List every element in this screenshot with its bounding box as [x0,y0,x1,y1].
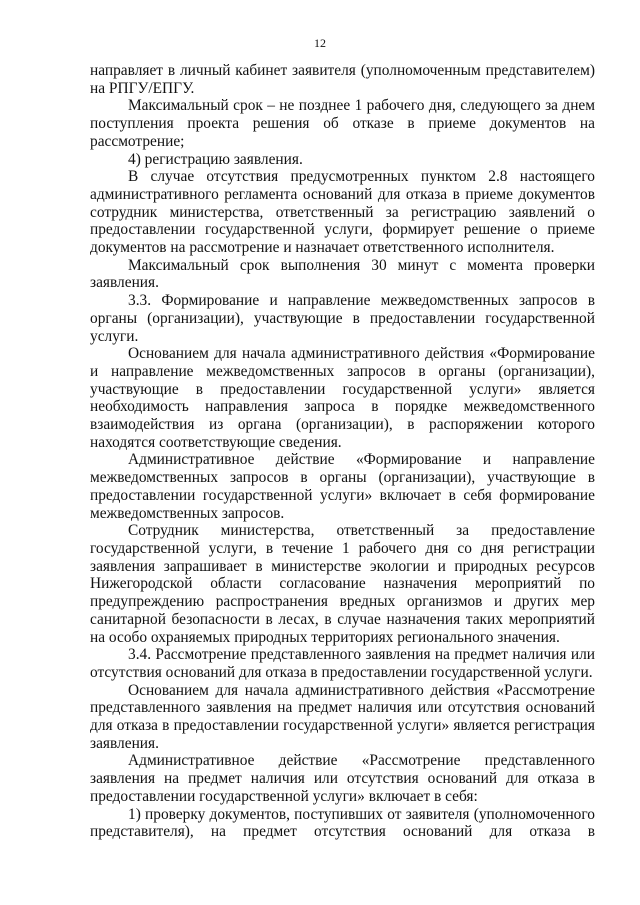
page-number: 12 [314,36,326,50]
paragraph: 4) регистрацию заявления. [128,150,303,168]
paragraph: направляет в личный кабинет заявителя (уполномоченным представителем) на РПГУ/ЕПГУ. [90,62,595,97]
section-heading: 3.4. Рассмотрение представленного заявления на предмет наличия или отсутствия оснований для отказа в предоставлении государственной услуги. [90,646,595,681]
paragraph: 1) проверку документов, поступивших от заявителя (уполномоченного представителя), на предмет отсутствия оснований для отказа в [90,805,595,841]
paragraph: В случае отсутствия предусмотренных пунктом 2.8 настоящего административного регламента оснований для отказа в приеме документов сотрудник министерства, ответственный за регистрацию заявлений о предоставлении государственной услуги, формирует решение о приеме документов на рассмотрение и назначает ответственного исполнителя. [90,168,595,257]
section-heading: 3.3. Формирование и направление межведомственных запросов в органы (организации), участвующие в предоставлении государственной услуги. [90,292,595,345]
paragraph: Максимальный срок выполнения 30 минут с момента проверки заявления. [90,256,595,292]
paragraph: Административное действие «Формирование и направление межведомственных запросов в органы (организации), участвующие в предоставлении государственной услуги» включает в себя формирование межведомственных запросов. [90,451,595,522]
paragraph: Основанием для начала административного действия «Формирование и направление межведомственных запросов в органы (организации), участвующие в предоставлении государственной услуги» является необходимость направления запроса в порядке межведомственного взаимодействия из органа (организации), в распоряжении которого находятся соответствующие сведения. [90,345,595,451]
paragraph: Основанием для начала административного действия «Рассмотрение представленного заявления на предмет наличия или отсутствия оснований для отказа в предоставлении государственной услуги» является регистрация заявления. [90,681,595,752]
paragraph: Административное действие «Рассмотрение представленного заявления на предмет наличия или отсутствия оснований для отказа в предоставлении государственной услуги» включает в себя: [90,752,595,805]
paragraph: Максимальный срок – не позднее 1 рабочего дня, следующего за днем поступления проекта решения об отказе в приеме документов на рассмотрение; [90,97,595,150]
document-body [90,62,595,841]
paragraph: Сотрудник министерства, ответственный за предоставление государственной услуги, в течение 1 рабочего дня со дня регистрации заявления запрашивает в министерстве экологии и природных ресурсов Нижегородской области согласование назначения мероприятий по предупреждению распространения вредных организмов и других мер санитарной безопасности в лесах, в случае назначения таких мероприятий на особо охраняемых природных территориях регионального значения. [90,522,595,646]
